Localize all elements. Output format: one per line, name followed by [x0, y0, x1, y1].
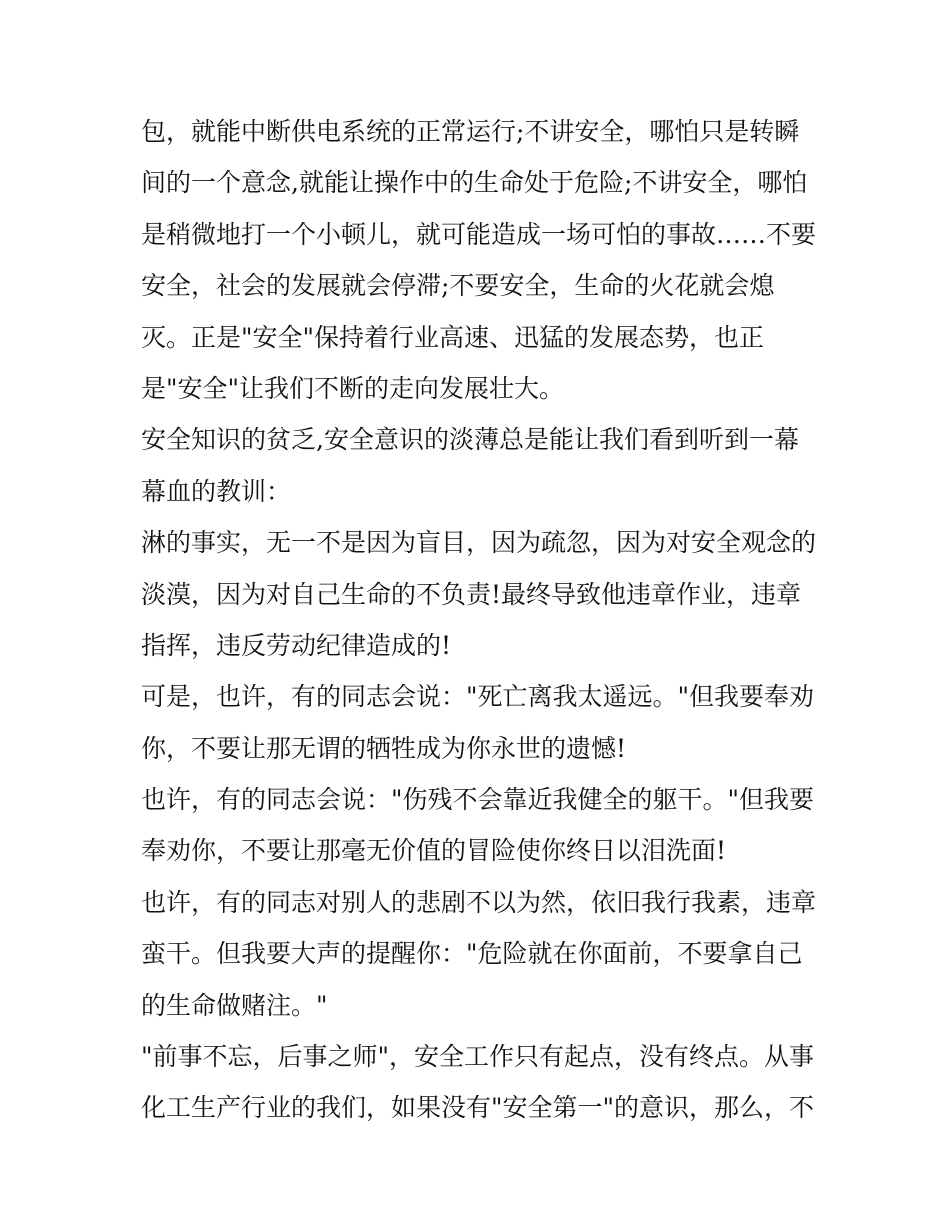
text-line: 可是，也许，有的同志会说："死亡离我太遥远。"但我要奉劝	[141, 682, 815, 712]
text-line: 灭。正是"安全"保持着行业高速、迅猛的发展态势，也正	[141, 322, 765, 352]
text-line: 的生命做赌注。"	[141, 990, 328, 1020]
text-line: 奉劝你，不要让那毫无价值的冒险使你终日以泪洗面!	[141, 836, 727, 866]
text-line: 淋的事实，无一不是因为盲目，因为疏忽，因为对安全观念的	[141, 528, 817, 558]
document-body	[141, 106, 821, 1134]
text-line: 你，不要让那无谓的牺牲成为你永世的遗憾!	[141, 733, 627, 763]
text-line: 指挥，违反劳动纪律造成的!	[141, 630, 452, 660]
text-line: 蛮干。但我要大声的提醒你："危险就在你面前，不要拿自己	[141, 939, 803, 969]
text-line: 淡漠，因为对自己生命的不负责!最终导致他违章作业，违章	[141, 579, 802, 609]
text-line: "前事不忘，后事之师"，安全工作只有起点，没有终点。从事	[141, 1042, 815, 1072]
text-line: 包，就能中断供电系统的正常运行;不讲安全，哪怕只是转瞬	[141, 117, 800, 146]
text-line: 是稍微地打一个小顿儿，就可能造成一场可怕的事故……不要	[141, 219, 817, 249]
text-line: 安全知识的贫乏,安全意识的淡薄总是能让我们看到听到一幕	[141, 425, 799, 455]
text-line: 也许，有的同志对别人的悲剧不以为然，依旧我行我素，违章	[141, 887, 817, 917]
text-line: 也许，有的同志会说："伤残不会靠近我健全的躯干。"但我要	[141, 785, 815, 815]
text-line: 安全，社会的发展就会停滞;不要安全，生命的火花就会熄	[141, 271, 775, 301]
text-line: 化工生产行业的我们，如果没有"安全第一"的意识，那么，不	[141, 1093, 815, 1123]
text-line: 幕血的教训：	[141, 476, 292, 506]
text-line: 间的一个意念,就能让操作中的生命处于危险;不讲安全，哪怕	[141, 168, 808, 198]
text-line: 是"安全"让我们不断的走向发展壮大。	[141, 373, 564, 403]
